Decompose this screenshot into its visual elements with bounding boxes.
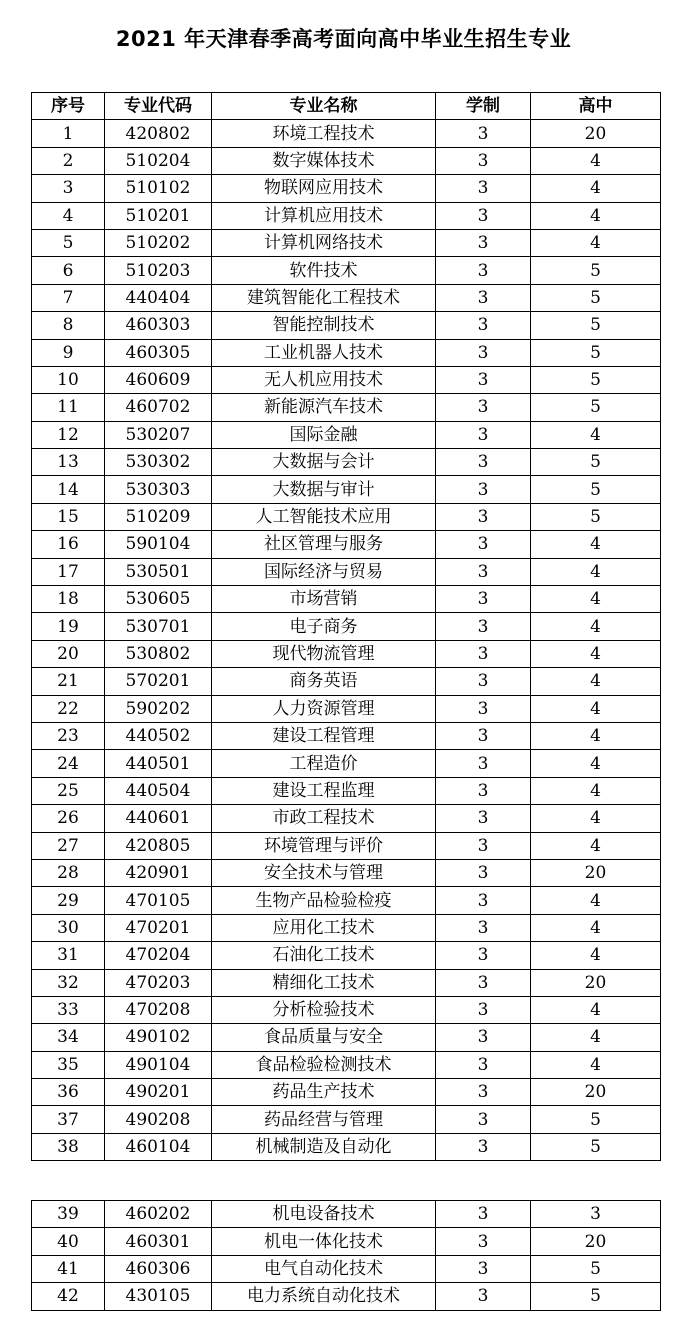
cell-high-school-quota: 5 [531, 257, 661, 284]
cell-high-school-quota: 4 [531, 832, 661, 859]
table-row [32, 969, 661, 996]
cell-high-school-quota: 4 [531, 1051, 661, 1078]
cell-major-code: 420901 [105, 859, 212, 886]
cell-serial: 8 [32, 312, 105, 339]
cell-high-school-quota: 20 [531, 969, 661, 996]
cell-duration: 3 [436, 312, 531, 339]
table-row [32, 640, 661, 667]
cell-serial: 1 [32, 120, 105, 147]
cell-duration: 3 [436, 914, 531, 941]
cell-serial: 7 [32, 284, 105, 311]
cell-serial: 3 [32, 175, 105, 202]
table-body-continued [32, 1201, 661, 1311]
cell-duration: 3 [436, 421, 531, 448]
table-row [32, 531, 661, 558]
table-row [32, 695, 661, 722]
cell-duration: 3 [436, 640, 531, 667]
cell-duration: 3 [436, 942, 531, 969]
cell-serial: 36 [32, 1079, 105, 1106]
cell-major-name: 食品检验检测技术 [212, 1051, 436, 1078]
majors-table [31, 92, 661, 1161]
table-row [32, 147, 661, 174]
cell-serial: 18 [32, 586, 105, 613]
cell-major-name: 国际金融 [212, 421, 436, 448]
cell-high-school-quota: 4 [531, 202, 661, 229]
table-row [32, 942, 661, 969]
cell-major-name: 建筑智能化工程技术 [212, 284, 436, 311]
cell-major-name: 大数据与会计 [212, 449, 436, 476]
cell-major-code: 460303 [105, 312, 212, 339]
table-row [32, 175, 661, 202]
cell-major-name: 数字媒体技术 [212, 147, 436, 174]
cell-major-name: 商务英语 [212, 668, 436, 695]
cell-high-school-quota: 4 [531, 695, 661, 722]
cell-major-code: 530207 [105, 421, 212, 448]
cell-high-school-quota: 5 [531, 284, 661, 311]
cell-major-name: 药品经营与管理 [212, 1106, 436, 1133]
cell-duration: 3 [436, 120, 531, 147]
cell-serial: 39 [32, 1201, 105, 1228]
cell-high-school-quota: 4 [531, 586, 661, 613]
table-body [32, 120, 661, 1161]
cell-major-name: 市场营销 [212, 586, 436, 613]
cell-duration: 3 [436, 1079, 531, 1106]
cell-duration: 3 [436, 887, 531, 914]
cell-major-name: 食品质量与安全 [212, 1024, 436, 1051]
cell-serial: 40 [32, 1228, 105, 1255]
cell-duration: 3 [436, 229, 531, 256]
cell-major-name: 电力系统自动化技术 [212, 1283, 436, 1310]
cell-major-code: 460609 [105, 366, 212, 393]
cell-major-code: 490102 [105, 1024, 212, 1051]
cell-duration: 3 [436, 202, 531, 229]
table-row [32, 1024, 661, 1051]
cell-major-code: 530302 [105, 449, 212, 476]
cell-major-code: 530501 [105, 558, 212, 585]
cell-serial: 16 [32, 531, 105, 558]
table-row [32, 859, 661, 886]
cell-major-code: 490201 [105, 1079, 212, 1106]
cell-serial: 20 [32, 640, 105, 667]
cell-duration: 3 [436, 859, 531, 886]
cell-major-code: 460301 [105, 1228, 212, 1255]
cell-high-school-quota: 4 [531, 668, 661, 695]
cell-major-name: 智能控制技术 [212, 312, 436, 339]
cell-serial: 19 [32, 613, 105, 640]
cell-major-name: 大数据与审计 [212, 476, 436, 503]
table-row [32, 996, 661, 1023]
cell-major-name: 机械制造及自动化 [212, 1133, 436, 1160]
cell-major-name: 环境管理与评价 [212, 832, 436, 859]
cell-major-name: 软件技术 [212, 257, 436, 284]
cell-major-code: 590104 [105, 531, 212, 558]
cell-major-name: 石油化工技术 [212, 942, 436, 969]
cell-major-code: 510201 [105, 202, 212, 229]
cell-duration: 3 [436, 1201, 531, 1228]
majors-table-continued [31, 1200, 661, 1311]
table-row [32, 914, 661, 941]
cell-major-code: 460702 [105, 394, 212, 421]
cell-serial: 37 [32, 1106, 105, 1133]
cell-high-school-quota: 5 [531, 503, 661, 530]
table-row [32, 1283, 661, 1310]
cell-duration: 3 [436, 586, 531, 613]
header-serial: 序号 [32, 93, 105, 120]
table-row [32, 777, 661, 804]
cell-major-code: 470201 [105, 914, 212, 941]
header-major-name: 专业名称 [212, 93, 436, 120]
cell-major-code: 460305 [105, 339, 212, 366]
cell-high-school-quota: 5 [531, 1283, 661, 1310]
cell-major-code: 590202 [105, 695, 212, 722]
cell-high-school-quota: 5 [531, 476, 661, 503]
cell-serial: 2 [32, 147, 105, 174]
cell-high-school-quota: 3 [531, 1201, 661, 1228]
cell-major-code: 470208 [105, 996, 212, 1023]
cell-duration: 3 [436, 449, 531, 476]
table-row [32, 257, 661, 284]
cell-duration: 3 [436, 1283, 531, 1310]
cell-duration: 3 [436, 668, 531, 695]
cell-serial: 23 [32, 722, 105, 749]
cell-serial: 9 [32, 339, 105, 366]
cell-major-name: 物联网应用技术 [212, 175, 436, 202]
cell-major-code: 490208 [105, 1106, 212, 1133]
cell-major-name: 精细化工技术 [212, 969, 436, 996]
table-row [32, 366, 661, 393]
cell-duration: 3 [436, 558, 531, 585]
cell-serial: 34 [32, 1024, 105, 1051]
cell-high-school-quota: 4 [531, 914, 661, 941]
cell-major-name: 环境工程技术 [212, 120, 436, 147]
cell-high-school-quota: 5 [531, 1133, 661, 1160]
cell-major-code: 460104 [105, 1133, 212, 1160]
cell-major-code: 510204 [105, 147, 212, 174]
cell-duration: 3 [436, 175, 531, 202]
table-row [32, 1106, 661, 1133]
table-row [32, 1228, 661, 1255]
table-row [32, 613, 661, 640]
cell-duration: 3 [436, 147, 531, 174]
table-row [32, 503, 661, 530]
cell-major-name: 应用化工技术 [212, 914, 436, 941]
cell-serial: 32 [32, 969, 105, 996]
cell-high-school-quota: 4 [531, 805, 661, 832]
cell-serial: 27 [32, 832, 105, 859]
cell-duration: 3 [436, 750, 531, 777]
cell-high-school-quota: 4 [531, 558, 661, 585]
cell-serial: 38 [32, 1133, 105, 1160]
table-row [32, 229, 661, 256]
cell-duration: 3 [436, 1133, 531, 1160]
cell-major-code: 470204 [105, 942, 212, 969]
cell-major-name: 工程造价 [212, 750, 436, 777]
table-header-row [32, 93, 661, 120]
cell-serial: 10 [32, 366, 105, 393]
cell-serial: 17 [32, 558, 105, 585]
cell-major-name: 电子商务 [212, 613, 436, 640]
cell-major-code: 490104 [105, 1051, 212, 1078]
cell-high-school-quota: 5 [531, 312, 661, 339]
cell-high-school-quota: 5 [531, 449, 661, 476]
cell-major-name: 分析检验技术 [212, 996, 436, 1023]
cell-major-code: 440502 [105, 722, 212, 749]
cell-high-school-quota: 4 [531, 531, 661, 558]
cell-duration: 3 [436, 531, 531, 558]
cell-high-school-quota: 4 [531, 887, 661, 914]
cell-duration: 3 [436, 339, 531, 366]
cell-high-school-quota: 4 [531, 175, 661, 202]
table-row [32, 284, 661, 311]
table-row [32, 722, 661, 749]
cell-high-school-quota: 4 [531, 996, 661, 1023]
header-duration: 学制 [436, 93, 531, 120]
cell-serial: 12 [32, 421, 105, 448]
cell-high-school-quota: 4 [531, 942, 661, 969]
cell-duration: 3 [436, 284, 531, 311]
cell-serial: 31 [32, 942, 105, 969]
cell-major-name: 人力资源管理 [212, 695, 436, 722]
cell-major-name: 安全技术与管理 [212, 859, 436, 886]
cell-major-name: 国际经济与贸易 [212, 558, 436, 585]
cell-major-name: 机电设备技术 [212, 1201, 436, 1228]
cell-high-school-quota: 5 [531, 1106, 661, 1133]
cell-major-code: 440504 [105, 777, 212, 804]
header-major-code: 专业代码 [105, 93, 212, 120]
cell-major-code: 470105 [105, 887, 212, 914]
cell-duration: 3 [436, 832, 531, 859]
cell-major-code: 510209 [105, 503, 212, 530]
cell-high-school-quota: 20 [531, 859, 661, 886]
cell-duration: 3 [436, 805, 531, 832]
table-row [32, 1051, 661, 1078]
cell-major-code: 510202 [105, 229, 212, 256]
cell-serial: 29 [32, 887, 105, 914]
cell-duration: 3 [436, 1228, 531, 1255]
header-high-school-quota: 高中 [531, 93, 661, 120]
cell-serial: 24 [32, 750, 105, 777]
table-row [32, 202, 661, 229]
cell-major-name: 新能源汽车技术 [212, 394, 436, 421]
cell-major-name: 建设工程监理 [212, 777, 436, 804]
cell-duration: 3 [436, 1051, 531, 1078]
cell-major-name: 现代物流管理 [212, 640, 436, 667]
table-row [32, 832, 661, 859]
table-row [32, 1133, 661, 1160]
table-row [32, 586, 661, 613]
cell-high-school-quota: 5 [531, 366, 661, 393]
cell-serial: 22 [32, 695, 105, 722]
cell-major-code: 420802 [105, 120, 212, 147]
table-row [32, 1079, 661, 1106]
table-row [32, 558, 661, 585]
cell-major-name: 计算机应用技术 [212, 202, 436, 229]
table-row [32, 421, 661, 448]
cell-serial: 21 [32, 668, 105, 695]
cell-major-code: 530701 [105, 613, 212, 640]
table-row [32, 1255, 661, 1282]
cell-major-code: 530303 [105, 476, 212, 503]
cell-high-school-quota: 4 [531, 640, 661, 667]
cell-serial: 4 [32, 202, 105, 229]
table-row [32, 120, 661, 147]
cell-high-school-quota: 20 [531, 1228, 661, 1255]
cell-serial: 11 [32, 394, 105, 421]
cell-duration: 3 [436, 1024, 531, 1051]
cell-high-school-quota: 20 [531, 120, 661, 147]
cell-high-school-quota: 4 [531, 147, 661, 174]
cell-major-code: 530802 [105, 640, 212, 667]
cell-high-school-quota: 5 [531, 394, 661, 421]
cell-serial: 14 [32, 476, 105, 503]
cell-major-code: 420805 [105, 832, 212, 859]
table-row [32, 668, 661, 695]
cell-duration: 3 [436, 476, 531, 503]
cell-duration: 3 [436, 1106, 531, 1133]
cell-major-name: 药品生产技术 [212, 1079, 436, 1106]
cell-high-school-quota: 4 [531, 229, 661, 256]
cell-major-name: 工业机器人技术 [212, 339, 436, 366]
cell-serial: 30 [32, 914, 105, 941]
cell-duration: 3 [436, 996, 531, 1023]
cell-major-name: 机电一体化技术 [212, 1228, 436, 1255]
cell-duration: 3 [436, 366, 531, 393]
cell-major-name: 建设工程管理 [212, 722, 436, 749]
cell-duration: 3 [436, 613, 531, 640]
cell-major-name: 人工智能技术应用 [212, 503, 436, 530]
cell-major-code: 460202 [105, 1201, 212, 1228]
table-row [32, 750, 661, 777]
cell-serial: 35 [32, 1051, 105, 1078]
cell-serial: 13 [32, 449, 105, 476]
cell-high-school-quota: 5 [531, 1255, 661, 1282]
cell-duration: 3 [436, 1255, 531, 1282]
cell-major-name: 生物产品检验检疫 [212, 887, 436, 914]
cell-serial: 25 [32, 777, 105, 804]
table-row [32, 312, 661, 339]
cell-high-school-quota: 4 [531, 722, 661, 749]
table-row [32, 339, 661, 366]
cell-serial: 15 [32, 503, 105, 530]
cell-duration: 3 [436, 257, 531, 284]
table-row [32, 449, 661, 476]
cell-serial: 28 [32, 859, 105, 886]
cell-serial: 6 [32, 257, 105, 284]
cell-duration: 3 [436, 394, 531, 421]
cell-duration: 3 [436, 969, 531, 996]
cell-major-code: 510102 [105, 175, 212, 202]
cell-high-school-quota: 4 [531, 750, 661, 777]
cell-major-code: 530605 [105, 586, 212, 613]
page-title: 2021 年天津春季高考面向高中毕业生招生专业 [115, 27, 572, 51]
table-row [32, 887, 661, 914]
cell-high-school-quota: 4 [531, 777, 661, 804]
cell-high-school-quota: 4 [531, 421, 661, 448]
cell-major-name: 电气自动化技术 [212, 1255, 436, 1282]
table-row [32, 805, 661, 832]
cell-major-name: 社区管理与服务 [212, 531, 436, 558]
cell-high-school-quota: 4 [531, 613, 661, 640]
cell-high-school-quota: 20 [531, 1079, 661, 1106]
cell-high-school-quota: 5 [531, 339, 661, 366]
cell-major-code: 510203 [105, 257, 212, 284]
cell-serial: 41 [32, 1255, 105, 1282]
cell-high-school-quota: 4 [531, 1024, 661, 1051]
cell-duration: 3 [436, 722, 531, 749]
cell-duration: 3 [436, 503, 531, 530]
cell-duration: 3 [436, 777, 531, 804]
cell-major-code: 440404 [105, 284, 212, 311]
cell-serial: 5 [32, 229, 105, 256]
cell-major-code: 440601 [105, 805, 212, 832]
cell-major-code: 430105 [105, 1283, 212, 1310]
cell-major-code: 470203 [105, 969, 212, 996]
cell-duration: 3 [436, 695, 531, 722]
cell-major-name: 计算机网络技术 [212, 229, 436, 256]
table-row [32, 1201, 661, 1228]
table-row [32, 476, 661, 503]
cell-major-code: 460306 [105, 1255, 212, 1282]
cell-major-name: 市政工程技术 [212, 805, 436, 832]
cell-serial: 33 [32, 996, 105, 1023]
cell-major-code: 440501 [105, 750, 212, 777]
table-row [32, 394, 661, 421]
cell-serial: 26 [32, 805, 105, 832]
cell-major-name: 无人机应用技术 [212, 366, 436, 393]
cell-major-code: 570201 [105, 668, 212, 695]
cell-serial: 42 [32, 1283, 105, 1310]
